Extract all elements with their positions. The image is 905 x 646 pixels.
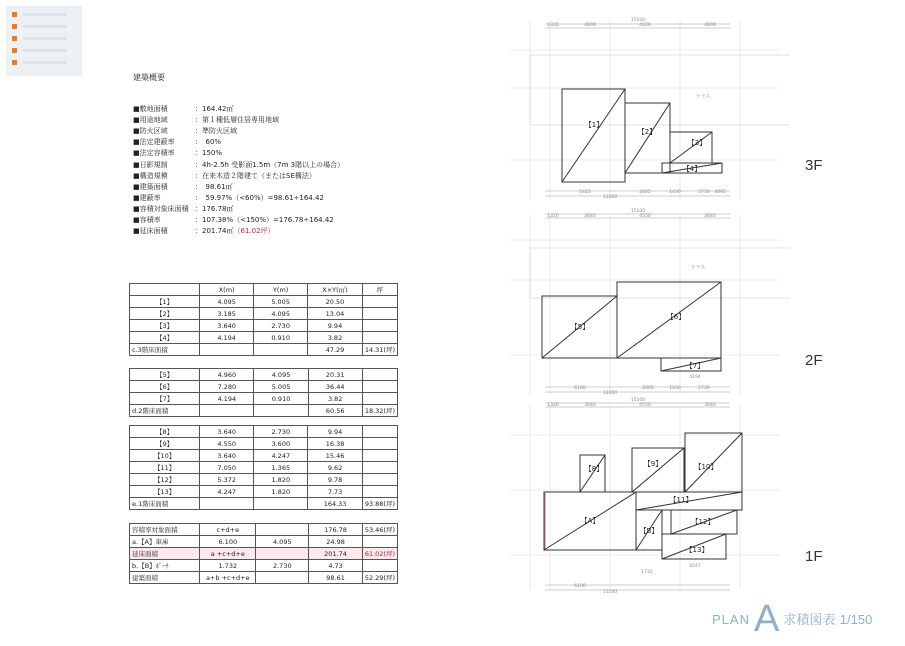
- overview-label: ■法定容積率: [133, 149, 175, 158]
- overview-value: ：準防火区域: [195, 127, 237, 136]
- label-4: 【4】: [682, 165, 702, 173]
- overview-item: [133, 182, 233, 192]
- overview-value: ：107.38%（<150%）=176.78÷164.42: [195, 216, 334, 224]
- table-row: 【4】 4.194 0.910 3.82: [130, 332, 398, 344]
- label-12: 【12】: [691, 518, 715, 526]
- table-3f: [129, 283, 398, 356]
- f2-dim: 6100: [574, 386, 586, 391]
- f2-dim: 3640: [584, 214, 596, 219]
- table-row: 【13】 4.247 1.820 7.73: [130, 486, 398, 498]
- summary-row: 建築面積 a+b +c+d+e 98.61 52.29(坪): [130, 572, 398, 584]
- overview-extra: （61.02坪）: [233, 227, 275, 236]
- overview-label: ■建築面積: [133, 182, 168, 191]
- overview-label: ■日影規制: [133, 160, 168, 169]
- overview-label: ■敷地面積: [133, 105, 168, 113]
- label-2: 【2】: [637, 128, 657, 136]
- f1-dim: 3640: [704, 403, 716, 408]
- f2-dim: 1430: [669, 386, 681, 391]
- f3-dim: 1430: [669, 190, 681, 195]
- label-3: 【3】: [687, 139, 707, 147]
- overview-value: ： 59.97%（<60%）=98.61÷164.42: [195, 193, 324, 202]
- f2-dim: 2005: [642, 386, 654, 391]
- f1-dim: 4247: [689, 564, 701, 569]
- overview-label: ■延床面積: [133, 227, 168, 236]
- f3-dim-total: 15100: [630, 18, 646, 23]
- table-row: 【3】 3.640 2.730 9.94: [130, 320, 398, 332]
- table-row: 【12】 5.372 1.820 9.78: [130, 474, 398, 486]
- label-B: 【B】: [639, 527, 659, 535]
- summary-row: a.【A】車庫 6.100 4.095 24.98: [130, 536, 398, 548]
- overview-label: ■容積率: [133, 216, 161, 224]
- label-9: 【9】: [643, 460, 663, 468]
- sheet-title: [712, 598, 872, 641]
- table-row: 【6】 7.280 5.005 36.44: [130, 381, 398, 393]
- table-row: 【7】 4.194 0.910 3.82: [130, 393, 398, 405]
- table-row: 【8】 3.640 2.730 9.94: [130, 426, 398, 438]
- table-row: 【2】 3.185 4.095 13.04: [130, 308, 398, 320]
- summary-row: 延床面積 a +c+d+e 201.74 61.02(坪): [130, 548, 398, 560]
- label-11: 【11】: [669, 496, 693, 504]
- table-row: 【5】 4.960 4.095 20.31: [130, 369, 398, 381]
- terrace-label: テラス: [690, 265, 706, 271]
- overview-value: ：4h-2.5h 受影面1.5m（7m 3階以上の場合）: [195, 160, 345, 169]
- overview-item: [133, 160, 344, 170]
- overview-label: ■容積対象床面積: [133, 204, 189, 213]
- overview-value: ：在来木造２階建て（またはSE構法）: [195, 171, 316, 180]
- table-total-row: d.2階床面積 60.56 18.32(坪): [130, 405, 398, 417]
- overview-item: [133, 137, 221, 147]
- sheet-plan: PLAN: [712, 612, 750, 627]
- overview-value: ：164.42㎡: [195, 105, 234, 113]
- label-1: 【1】: [584, 121, 604, 129]
- f1-dim: 3640: [584, 403, 596, 408]
- f2-dim: 1320: [547, 214, 559, 219]
- f2-dim: 4194: [689, 375, 701, 380]
- label-6: 【6】: [666, 313, 686, 321]
- floor-label-3f: 3F: [805, 157, 823, 174]
- overview-item: [133, 148, 222, 158]
- overview-label: ■構造規模: [133, 171, 168, 180]
- table-row: 【10】 3.640 4.247 15.46: [130, 450, 398, 462]
- terrace-label: テラス: [695, 94, 711, 100]
- table-2f: [129, 368, 398, 417]
- sheet-scale: 1/150: [839, 612, 873, 627]
- table-row: 【1】 4.095 5.005 20.50: [130, 296, 398, 308]
- f1-dim: 4550: [639, 403, 651, 408]
- table-total-row: e.1階床面積 164.33 93.88(坪): [130, 498, 398, 510]
- overview-value: ：201.74㎡: [195, 227, 234, 236]
- summary-row: 容積率対象面積 c+d+e 176.78 53.46(坪): [130, 524, 398, 536]
- label-8: 【8】: [584, 465, 604, 473]
- overview-title: 建築概要: [133, 73, 165, 82]
- label-A: 【A】: [580, 517, 600, 525]
- overview-label: ■法定建蔽率: [133, 138, 175, 147]
- f3-dim: 2005: [639, 190, 651, 195]
- overview-value: ： 98.61㎡: [195, 182, 233, 191]
- label-10: 【10】: [694, 463, 718, 471]
- f2-dim: 2730: [698, 386, 710, 391]
- overview-item: [133, 115, 279, 125]
- table-summary: [129, 523, 398, 584]
- sheet-letter: A: [753, 598, 780, 640]
- overview-item: [133, 193, 324, 203]
- overview-value: ：第１種低層住居専用地域: [195, 116, 279, 125]
- f3-dim: 1320: [547, 23, 559, 28]
- sheet-name: 求積図表: [783, 612, 836, 627]
- table-row: 【9】 4.550 3.600 16.38: [130, 438, 398, 450]
- f3-dim: 5415: [579, 190, 591, 195]
- logo: [6, 6, 82, 76]
- label-5: 【5】: [570, 323, 590, 331]
- overview-item: [133, 171, 316, 181]
- table-row: 【11】 7.050 1.365 9.62: [130, 462, 398, 474]
- f1-dim: 1320: [547, 403, 559, 408]
- f1-dim: 6100: [574, 584, 586, 589]
- f1-dim-total: 13100: [602, 590, 618, 595]
- f2-dim: 3640: [704, 214, 716, 219]
- overview-item: [133, 204, 234, 214]
- f3-dim-total: 13100: [602, 195, 618, 200]
- overview-item: [133, 126, 237, 136]
- overview-label: ■用途地域: [133, 116, 168, 125]
- f2-dim: 4550: [639, 214, 651, 219]
- overview-item: [133, 215, 334, 225]
- floor-label-2f: 2F: [805, 352, 823, 369]
- f3-dim: 4095: [714, 190, 726, 195]
- f3-dim: 2730: [698, 190, 710, 195]
- overview-label: ■建蔽率: [133, 193, 161, 202]
- floor-plans: [490, 10, 790, 600]
- f3-dim: 4500: [639, 23, 651, 28]
- f1-dim: 1732: [641, 570, 653, 575]
- f3-dim: 4000: [704, 23, 716, 28]
- overview-value: ： 60%: [195, 138, 222, 147]
- summary-row: b.【B】ﾎﾟｰﾁ 1.732 2.730 4.73: [130, 560, 398, 572]
- table-header-row: X(m) Y(m) X×Y(㎡) 坪: [130, 284, 398, 296]
- overview-item: [133, 226, 275, 236]
- overview-label: ■防火区域: [133, 127, 168, 136]
- overview-item: [133, 104, 234, 114]
- overview-value: ：150%: [195, 149, 223, 158]
- label-13: 【13】: [685, 546, 709, 554]
- label-7: 【7】: [685, 362, 705, 370]
- floor-label-1f: 1F: [805, 548, 823, 565]
- f2-dim-total: 15100: [630, 209, 646, 214]
- overview-value: ：176.78㎡: [195, 204, 234, 213]
- table-total-row: c.3階床面積 47.29 14.31(坪): [130, 344, 398, 356]
- f3-dim: 4000: [584, 23, 596, 28]
- f1-dim-total: 15100: [630, 398, 646, 403]
- table-1f: [129, 425, 398, 510]
- f2-dim-total: 13100: [602, 391, 618, 396]
